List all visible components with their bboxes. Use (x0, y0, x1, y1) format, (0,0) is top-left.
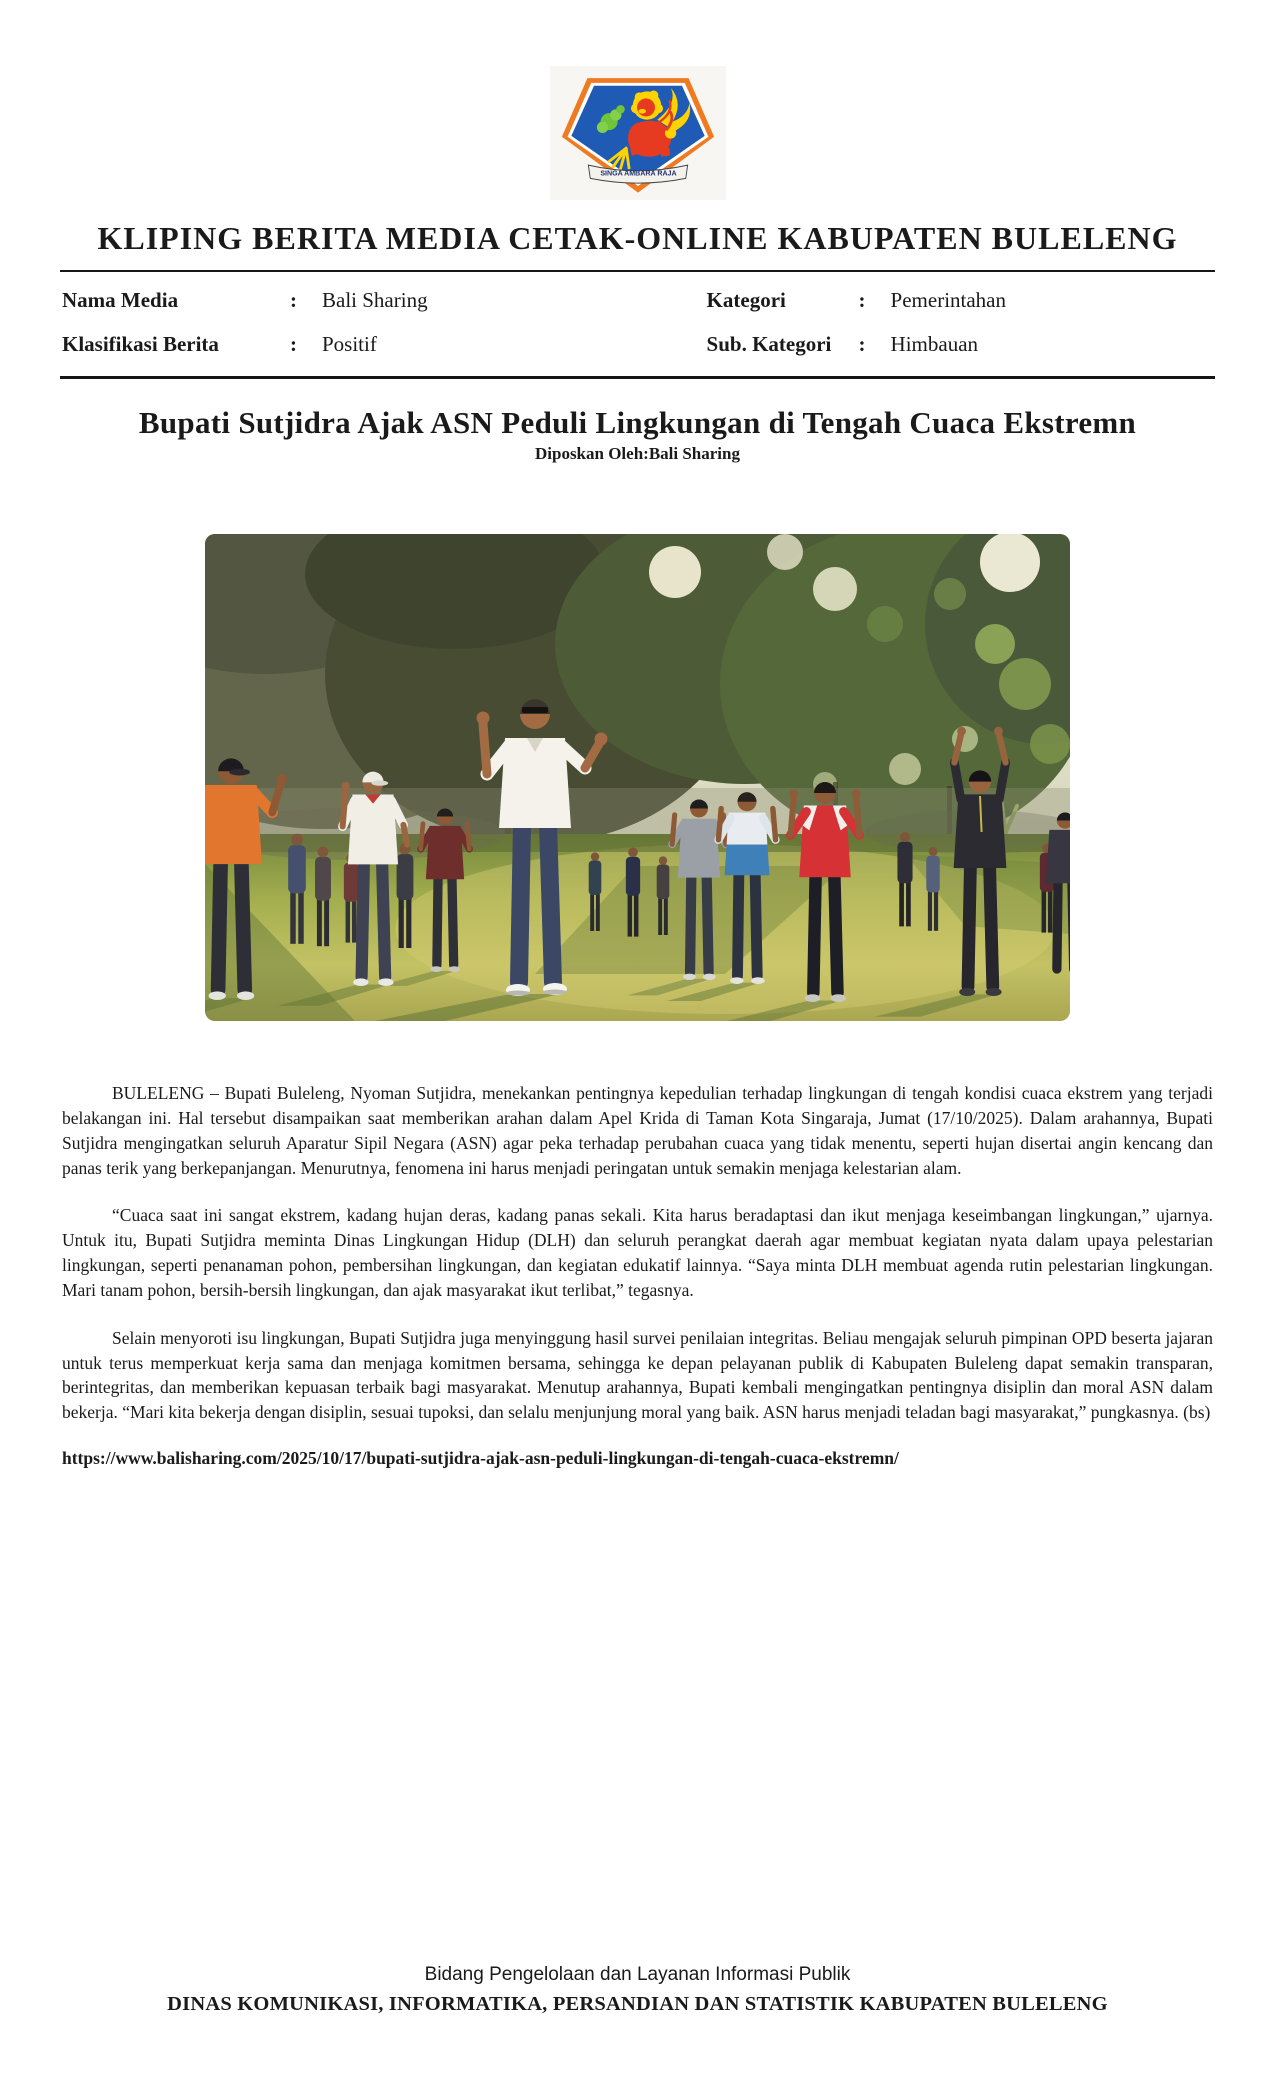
page-title: KLIPING BERITA MEDIA CETAK-ONLINE KABUPATEN BULELENG (97, 220, 1178, 256)
meta-label-kategori: Kategori (706, 288, 786, 312)
meta-colon: : (858, 288, 866, 312)
meta-value-sub-kategori: Himbauan (890, 332, 979, 356)
meta-colon: : (858, 332, 866, 356)
article-photo (205, 534, 1070, 1021)
divider-meta (60, 376, 1215, 379)
meta-label-klasifikasi-berita: Klasifikasi Berita (62, 332, 219, 356)
meta-value-klasifikasi-berita: Positif (322, 332, 377, 356)
article-posted-by: Diposkan Oleh:Bali Sharing (534, 444, 740, 463)
meta-label-sub-kategori: Sub. Kategori (706, 332, 832, 356)
meta-value-kategori: Pemerintahan (890, 288, 1007, 312)
article-paragraph: Selain menyoroti isu lingkungan, Bupati Sutjidra juga menyinggung hasil survei penilaian integritas. Beliau mengajak seluruh pimpinan OPD beserta jajaran untuk terus memperkuat kerja sama dan menjaga komitmen bersama, sehingga ke depan pelayanan publik di Kabupaten Buleleng dapat semakin transparan, berintegritas, dan memberikan kepuasan terbaik bagi masyarakat. Menutup arahannya, Bupati kembali mengingatkan pentingnya disiplin dan moral ASN dalam bekerja. “Mari kita bekerja dengan disiplin, sesuai tupoksi, dan selalu menjunjung moral yang baik. ASN harus menjadi teladan bagi masyarakat,” pungkasnya. (bs) (62, 1327, 1213, 1423)
photo-trees (205, 534, 1070, 846)
meta-row (62, 288, 1213, 313)
meta-label-nama-media: Nama Media (62, 288, 179, 312)
meta-colon: : (290, 332, 297, 356)
meta-row (62, 332, 1213, 357)
article-paragraph: BULELENG – Bupati Buleleng, Nyoman Sutjidra, menekankan pentingnya kepedulian terhadap lingkungan di tengah kondisi cuaca ekstrem yang terjadi belakangan ini. Hal tersebut disampaikan saat memberikan arahan dalam Apel Krida di Taman Kota Singaraja, Jumat (17/10/2025). Dalam arahannya, Bupati Sutjidra mengingatkan seluruh Aparatur Sipil Negara (ASN) agar peka terhadap perubahan cuaca yang tidak menentu, seperti hujan disertai angin kencang dan panas terik yang berkepanjangan. Menurutnya, fenomena ini harus menjadi peringatan untuk semakin menjaga kelestarian alam. (62, 1083, 1213, 1178)
photo-scene (205, 534, 1070, 1021)
footer-division: Bidang Pengelolaan dan Layanan Informasi Publik (424, 1964, 851, 1985)
article-body (62, 1081, 1213, 1425)
logo-banner-text: SINGA AMBARA RAJA (599, 169, 677, 178)
article-source-url[interactable]: https://www.balisharing.com/2025/10/17/bupati-sutjidra-ajak-asn-peduli-lingkungan-di-tengah-cuaca-ekstremn/ (62, 1448, 899, 1469)
footer-agency: DINAS KOMUNIKASI, INFORMATIKA, PERSANDIAN DAN STATISTIK KABUPATEN BULELENG (167, 1993, 1108, 2015)
meta-colon: : (290, 288, 297, 312)
meta-value-nama-media: Bali Sharing (322, 288, 428, 312)
page-footer (0, 1964, 1275, 2016)
article-paragraph: “Cuaca saat ini sangat ekstrem, kadang hujan deras, kadang panas sekali. Kita harus beradaptasi dan ikut menjaga keseimbangan lingkungan,” ujarnya. Untuk itu, Bupati Sutjidra meminta Dinas Lingkungan Hidup (DLH) dan seluruh perangkat daerah agar membuat kegiatan nyata dalam upaya pelestarian lingkungan, seperti penanaman pohon, pembersihan lingkungan, dan kegiatan edukatif lainnya. “Saya minta DLH membuat agenda rutin pelestarian lingkungan. Mari tanam pohon, bersih-bersih lingkungan, dan ajak masyarakat ikut terlibat,” tegasnya. (62, 1205, 1213, 1300)
article-title: Bupati Sutjidra Ajak ASN Peduli Lingkungan di Tengah Cuaca Ekstremn (138, 405, 1137, 440)
meta-table (62, 288, 1213, 357)
buleleng-regency-emblem-icon (560, 70, 716, 196)
divider-header (60, 270, 1215, 272)
buleleng-logo (550, 66, 726, 200)
